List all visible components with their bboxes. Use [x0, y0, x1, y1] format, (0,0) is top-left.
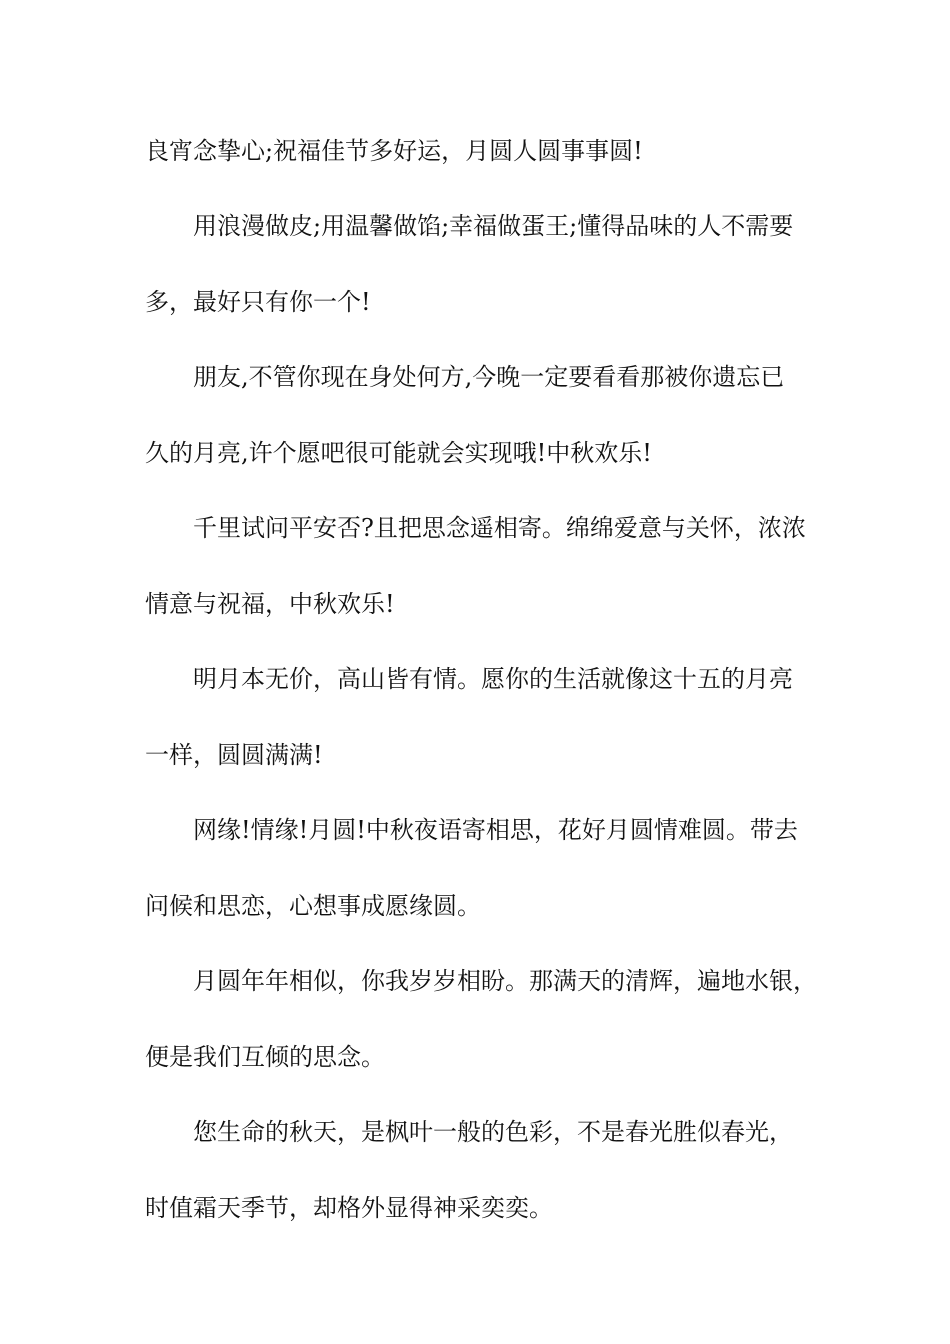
paragraph-2-line-1: 用浪漫做皮;用温馨做馅;幸福做蛋王;懂得品味的人不需要 [193, 212, 794, 240]
paragraph-4-line-2: 情意与祝福，中秋欢乐! [145, 590, 395, 618]
paragraph-7-line-2: 便是我们互倾的思念。 [145, 1043, 385, 1071]
paragraph-4-line-1: 千里试问平安否?且把思念遥相寄。绵绵爱意与关怀，浓浓 [193, 514, 806, 542]
paragraph-2-line-2: 多，最好只有你一个! [145, 288, 371, 316]
paragraph-3-line-2: 久的月亮,许个愿吧很可能就会实现哦!中秋欢乐! [145, 439, 652, 467]
paragraph-8-line-2: 时值霜天季节，却格外显得神采奕奕。 [145, 1194, 553, 1222]
paragraph-8-line-1: 您生命的秋天，是枫叶一般的色彩，不是春光胜似春光， [193, 1118, 793, 1146]
paragraph-1-line-1: 良宵念挚心;祝福佳节多好运，月圆人圆事事圆! [145, 137, 643, 165]
paragraph-3-line-1: 朋友,不管你现在身处何方,今晚一定要看看那被你遗忘已 [193, 363, 785, 391]
paragraph-6-line-1: 网缘!情缘!月圆!中秋夜语寄相思，花好月圆情难圆。带去 [193, 816, 798, 844]
paragraph-7-line-1: 月圆年年相似，你我岁岁相盼。那满天的清辉，遍地水银， [193, 967, 817, 995]
paragraph-5-line-2: 一样，圆圆满满! [145, 741, 323, 769]
paragraph-6-line-2: 问候和思恋，心想事成愿缘圆。 [145, 892, 481, 920]
paragraph-5-line-1: 明月本无价，高山皆有情。愿你的生活就像这十五的月亮 [193, 665, 793, 693]
